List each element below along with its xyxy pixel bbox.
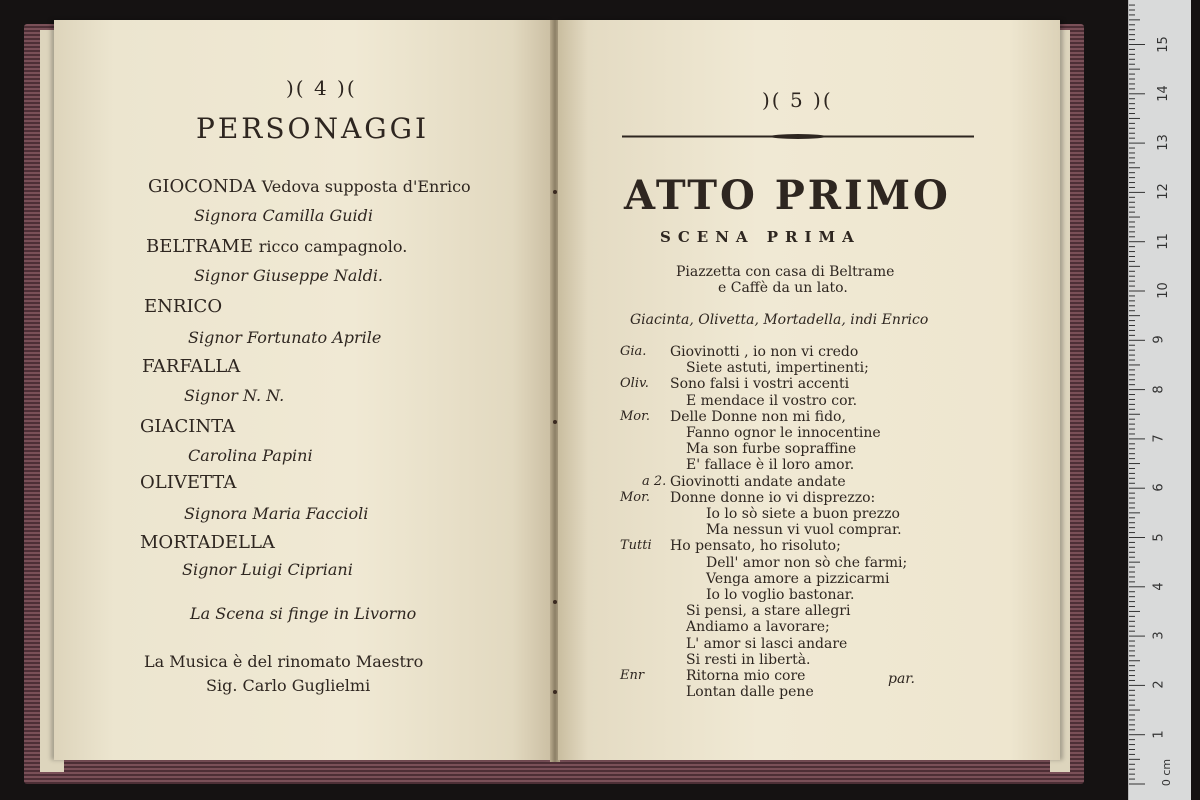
setting-line: e Caffè da un lato. <box>718 280 848 296</box>
ruler-number: 5 <box>1151 532 1167 542</box>
binding-stitch <box>553 600 557 604</box>
ornamental-rule <box>622 134 974 139</box>
character-desc: Vedova supposta d'Enrico <box>261 177 471 196</box>
measuring-ruler <box>1128 0 1191 800</box>
speaker-label: Gia. <box>620 344 647 359</box>
scene-subtitle: SCENA PRIMA <box>660 228 861 246</box>
dialogue-line: Si pensi, a stare allegri <box>686 603 851 620</box>
speaker-label: Enr <box>620 668 645 683</box>
dialogue-line: Fanno ognor le innocentine <box>686 425 881 441</box>
dialogue-line: Ma son furbe sopraffine <box>686 441 857 458</box>
left-page <box>54 20 552 760</box>
speaker-label: Tutti <box>620 538 652 554</box>
dialogue-line: E mendace il vostro cor. <box>686 392 858 409</box>
dialogue-line: Donne donne io vi disprezzo: <box>670 489 876 506</box>
speaker-label: Mor. <box>620 408 651 424</box>
character-name: FARFALLA <box>142 356 241 377</box>
ruler-number: 12 <box>1155 183 1171 201</box>
ruler-number: 6 <box>1151 483 1167 492</box>
actor-name: Signor N. N. <box>184 386 285 405</box>
dialogue-line: Venga amore a pizzicarmi <box>706 570 890 587</box>
binding-stitch <box>553 190 557 194</box>
speaker-label: Mor. <box>620 489 651 505</box>
ruler-number: 7 <box>1151 434 1167 443</box>
character-name: GIOCONDA <box>148 176 256 197</box>
character-name: MORTADELLA <box>140 532 275 553</box>
character-entry <box>146 236 407 257</box>
dialogue-line: Ho pensato, ho risoluto; <box>670 538 841 555</box>
ruler-number: 11 <box>1155 232 1171 250</box>
character-name: OLIVETTA <box>140 472 237 493</box>
character-name: BELTRAME <box>146 236 253 257</box>
speaker-label: a 2. <box>642 473 667 489</box>
dialogue-line: Dell' amor non sò che farmi; <box>706 554 908 571</box>
character-desc: ricco campagnolo. <box>258 237 408 256</box>
ruler-number: 3 <box>1151 631 1167 640</box>
actor-name: Signor Luigi Cipriani <box>182 560 353 579</box>
dialogue-line: Sono falsi i vostri accenti <box>670 376 850 393</box>
page-heading: PERSONAGGI <box>196 112 430 145</box>
dialogue-line: Io lo sò siete a buon prezzo <box>706 506 900 522</box>
ruler-number: 9 <box>1151 335 1167 344</box>
dialogue-line: Andiamo a lavorare; <box>686 619 830 636</box>
dialogue-line: Ma nessun vi vuol comprar. <box>706 522 902 539</box>
dialogue-line: Giovinotti , io non vi credo <box>670 344 859 360</box>
page-number: )( 5 )( <box>762 88 833 112</box>
speaker-label: Oliv. <box>620 376 649 392</box>
dialogue-line: Lontan dalle pene <box>686 684 814 701</box>
ruler-number: 4 <box>1151 582 1167 591</box>
music-credit-line: La Musica è del rinomato Maestro <box>144 652 424 671</box>
character-name: GIACINTA <box>140 416 236 437</box>
ruler-number: 15 <box>1155 35 1171 53</box>
ruler-number: 14 <box>1155 85 1171 102</box>
dialogue-line: Giovinotti andate andate <box>670 473 846 490</box>
binding-stitch <box>553 690 557 694</box>
binding-stitch <box>553 420 557 424</box>
scene-note: La Scena si finge in Livorno <box>190 604 417 623</box>
page-number: )( 4 )( <box>286 76 357 100</box>
dialogue-line: Ritorna mio core <box>686 668 806 684</box>
cast-line: Giacinta, Olivetta, Mortadella, indi Enrico <box>630 312 929 328</box>
ruler-number: 10 <box>1155 282 1171 299</box>
dialogue-line: L' amor si lasci andare <box>686 635 848 652</box>
actor-name: Signor Fortunato Aprile <box>188 328 382 347</box>
dialogue-line: Siete astuti, impertinenti; <box>686 360 869 377</box>
ruler-number: 8 <box>1151 384 1167 394</box>
dialogue-line: Si resti in libertà. <box>686 651 811 668</box>
ruler-unit: 0 cm <box>1160 758 1174 787</box>
character-name: ENRICO <box>144 296 223 317</box>
dialogue-line: E' fallace è il loro amor. <box>686 457 855 474</box>
margin-note: par. <box>888 671 915 687</box>
dialogue-line: Delle Donne non mi fido, <box>670 408 846 425</box>
composer-line: Sig. Carlo Guglielmi <box>206 676 371 695</box>
setting-line: Piazzetta con casa di Beltrame <box>676 264 895 280</box>
actor-name: Signora Maria Faccioli <box>184 504 369 523</box>
character-entry <box>148 176 471 197</box>
right-page <box>558 20 1060 760</box>
dialogue-line: Io lo voglio bastonar. <box>706 587 855 603</box>
ruler-number: 2 <box>1151 680 1167 690</box>
ruler-number: 1 <box>1151 730 1167 739</box>
actor-name: Signor Giuseppe Naldi. <box>194 266 384 285</box>
actor-name: Carolina Papini <box>188 446 313 465</box>
act-title: ATTO PRIMO <box>624 172 951 219</box>
ruler-number: 13 <box>1155 134 1171 151</box>
actor-name: Signora Camilla Guidi <box>194 206 374 225</box>
